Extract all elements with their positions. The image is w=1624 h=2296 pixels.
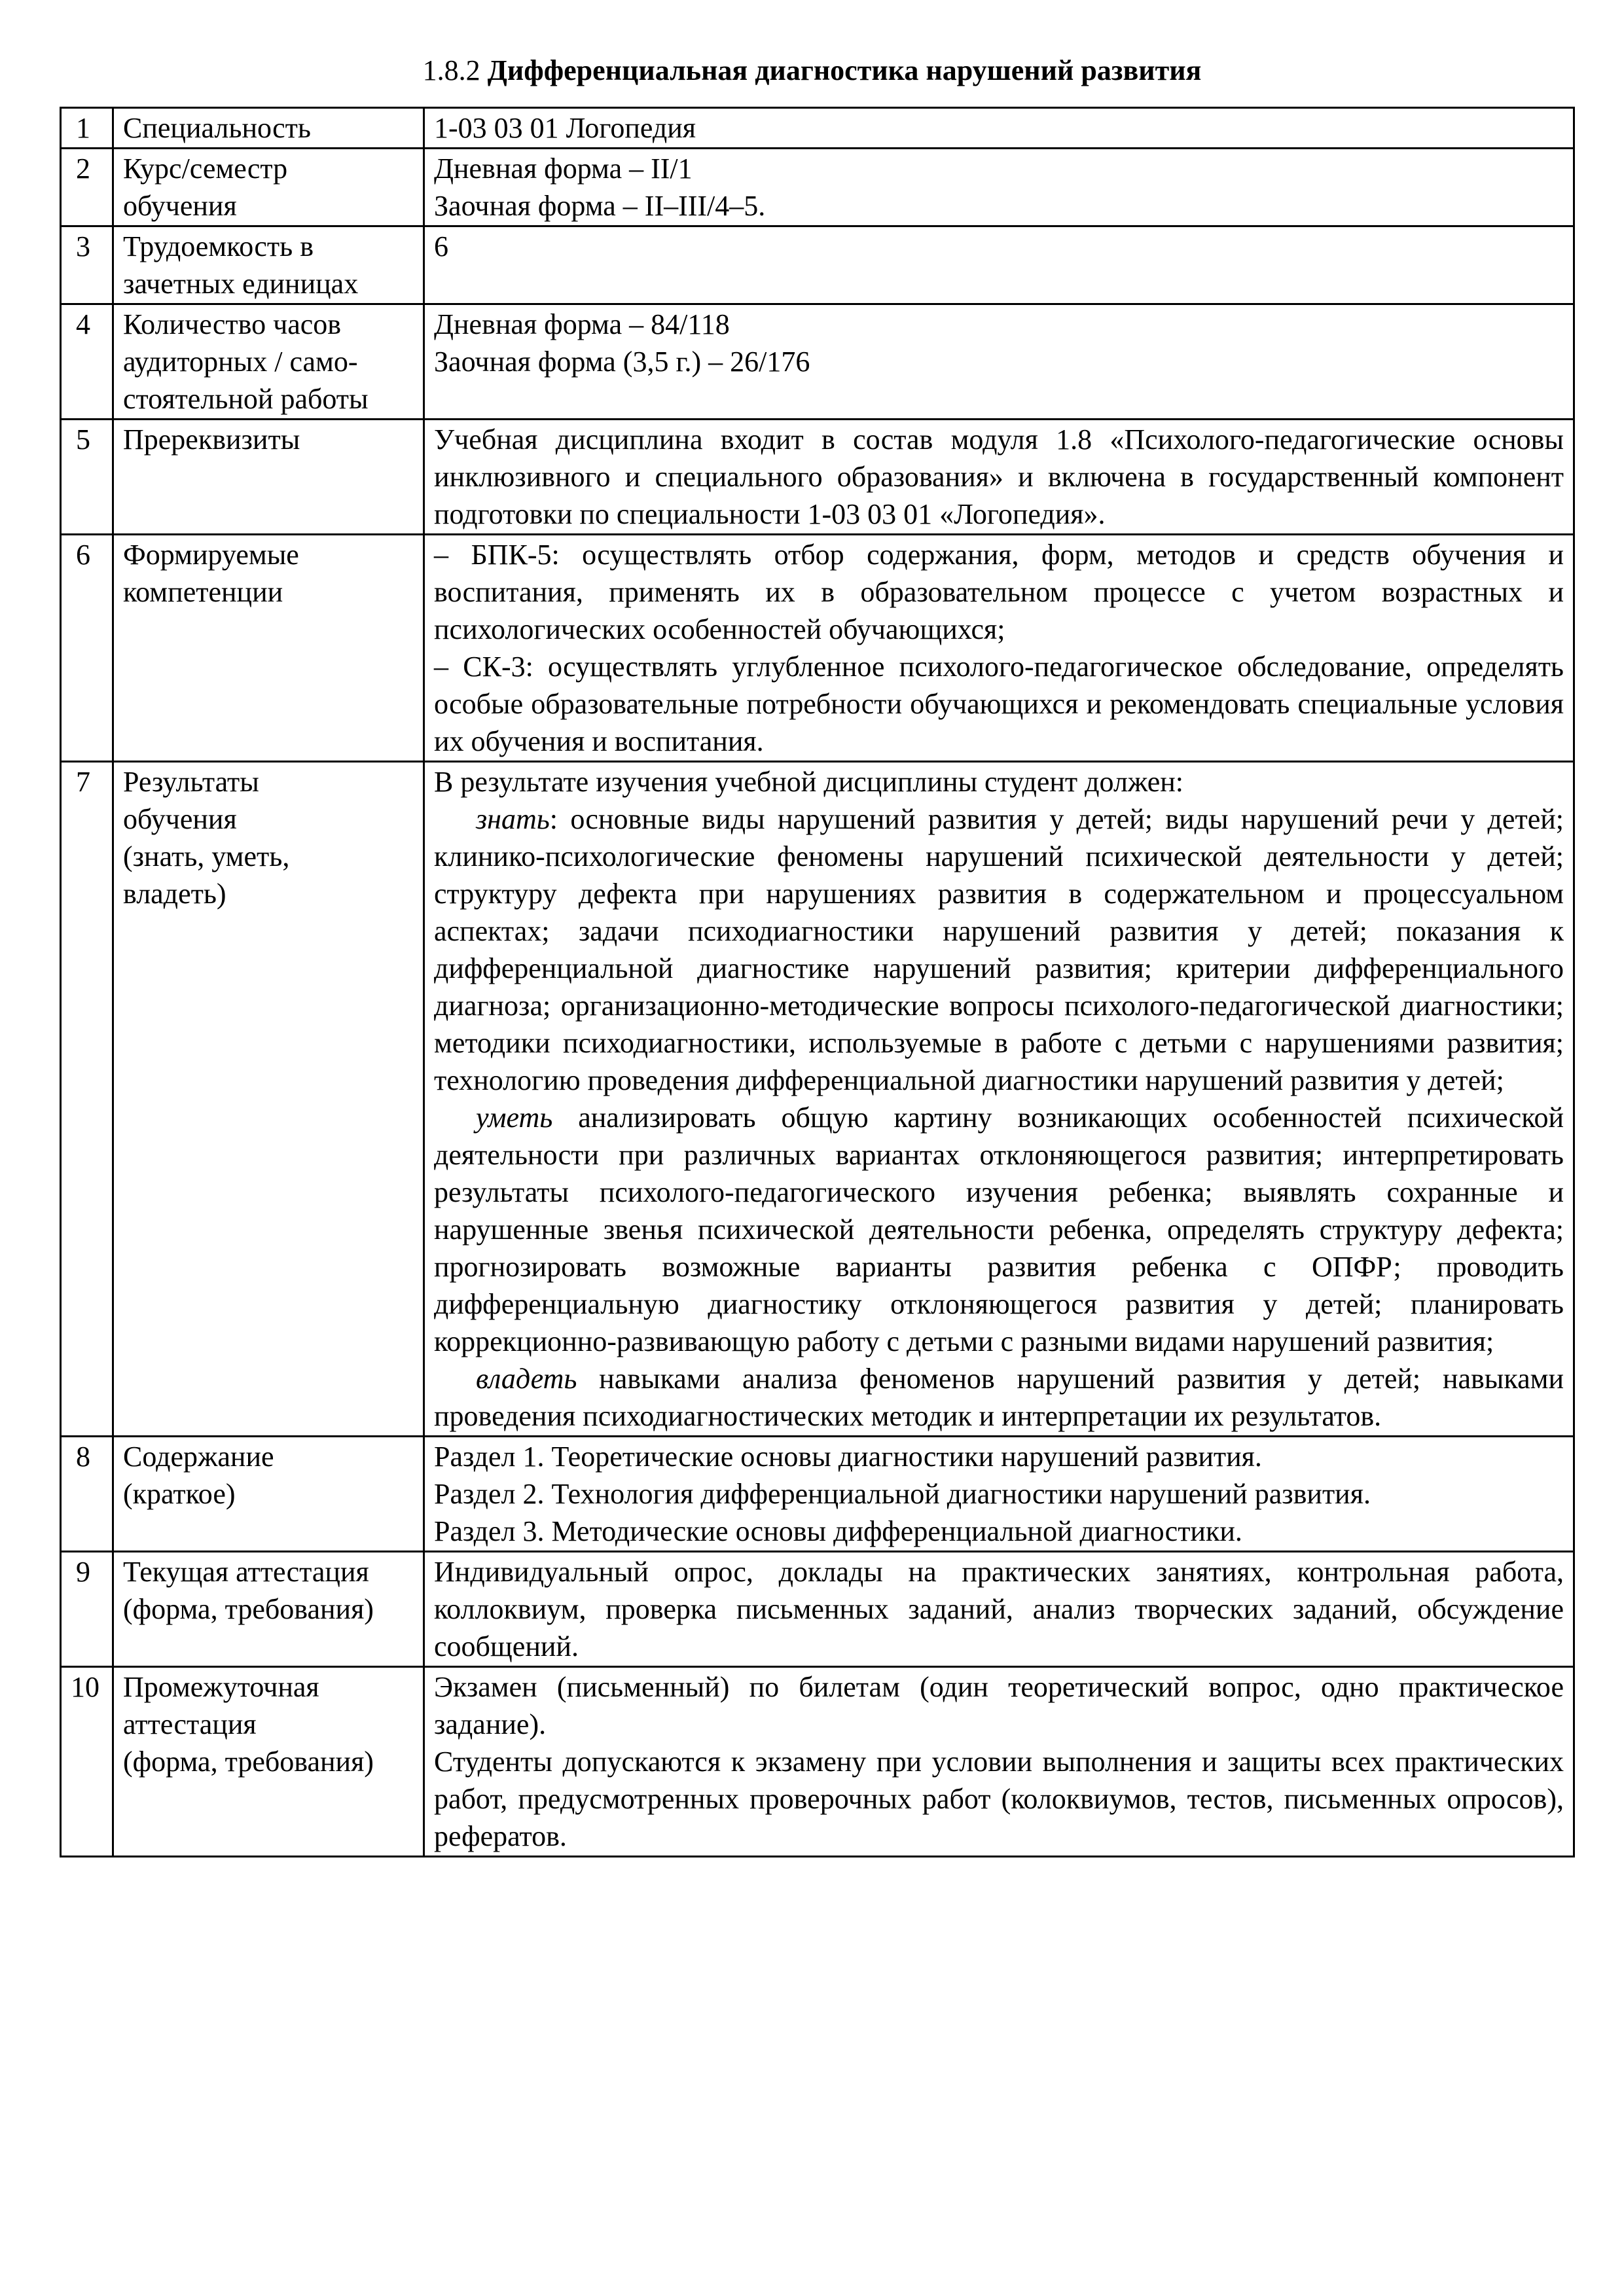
row-number: 3 — [61, 226, 113, 304]
row-value: 6 — [424, 226, 1574, 304]
row-number: 7 — [61, 762, 113, 1437]
course-description-table — [60, 107, 1575, 1857]
label-line: (знать, уметь, — [123, 840, 290, 872]
row-label — [113, 1552, 424, 1667]
row-value — [424, 304, 1574, 420]
row-value — [424, 762, 1574, 1437]
table-row — [61, 1437, 1574, 1552]
label-line: обучения — [123, 190, 237, 222]
competence-item: – СК-3: осуществлять углубленное психолого-педагогическое обследование, определять особые образовательные потребности обучающихся и рекомендовать специальные условия их обучения и воспитания. — [434, 651, 1564, 757]
row-label — [113, 149, 424, 226]
keyword-can: уметь — [476, 1102, 553, 1134]
row-label — [113, 1667, 424, 1857]
row-number: 8 — [61, 1437, 113, 1552]
label-line: Формируемые — [123, 539, 299, 571]
row-label: Специальность — [113, 108, 424, 149]
table-row — [61, 226, 1574, 304]
table-row — [61, 420, 1574, 535]
table-row — [61, 149, 1574, 226]
know-text: : основные виды нарушений развития у детей; виды нарушений речи у детей; клинико-психологические феномены нарушений психической деятельности у детей; структуру дефекта при нарушениях развития в содержательном и процессуальном аспектах; задачи психодиагностики нарушений развития у детей; показания к дифференциальной диагностике нарушений развития; критерии дифференциального диагноза; организационно-методические вопросы психолого-педагогической диагностики; методики психодиагностики, используемые в работе с детьми с нарушениями развития; технологию проведения дифференциальной диагностики нарушений развития у детей; — [434, 803, 1564, 1096]
own-text: навыками анализа феноменов нарушений развития у детей; навыками проведения психодиагностических методик и интерпретации их результатов. — [434, 1363, 1564, 1432]
keyword-own: владеть — [476, 1363, 577, 1395]
label-line: Курс/семестр — [123, 152, 288, 185]
row-label — [113, 304, 424, 420]
section-title: Дифференциальная диагностика нарушений развития — [487, 54, 1202, 86]
label-line: (краткое) — [123, 1478, 236, 1510]
row-number: 5 — [61, 420, 113, 535]
label-line: Количество часов — [123, 308, 342, 340]
row-label — [113, 535, 424, 762]
table-row — [61, 535, 1574, 762]
exam-admission: Студенты допускаются к экзамену при условии выполнения и защиты всех практических работ, предусмотренных проверочных работ (колоквиумов, тестов, письменных опросов), рефератов. — [434, 1746, 1564, 1852]
content-section: Раздел 3. Методические основы дифференциальной диагностики. — [434, 1515, 1242, 1547]
section-heading — [0, 51, 1624, 90]
exam-description: Экзамен (письменный) по билетам (один теоретический вопрос, одно практическое задание). — [434, 1671, 1564, 1740]
label-line: владеть) — [123, 878, 226, 910]
content-section: Раздел 1. Теоретические основы диагностики нарушений развития. — [434, 1441, 1262, 1473]
row-number: 9 — [61, 1552, 113, 1667]
table-row — [61, 108, 1574, 149]
row-label: Пререквизиты — [113, 420, 424, 535]
competence-item: – БПК-5: осуществлять отбор содержания, форм, методов и средств обучения и воспитания, применять их в образовательном процессе с учетом возрастных и психологических особенностей обучающихся; — [434, 539, 1564, 645]
outcome-own — [434, 1360, 1564, 1435]
keyword-know: знать — [476, 803, 550, 835]
row-number: 2 — [61, 149, 113, 226]
outcome-can — [434, 1099, 1564, 1360]
row-number: 4 — [61, 304, 113, 420]
row-number: 6 — [61, 535, 113, 762]
label-line: компетенции — [123, 576, 283, 608]
content-section: Раздел 2. Технология дифференциальной диагностики нарушений развития. — [434, 1478, 1371, 1510]
label-line: Содержание — [123, 1441, 274, 1473]
label-line: (форма, требования) — [123, 1746, 374, 1778]
row-value: Индивидуальный опрос, доклады на практических занятиях, контрольная работа, коллоквиум, проверка письменных заданий, анализ творческих заданий, обсуждение сообщений. — [424, 1552, 1574, 1667]
label-line: обучения — [123, 803, 237, 835]
row-value: Учебная дисциплина входит в состав модуля 1.8 «Психолого-педагогические основы инклюзивного и специального образования» и включена в государственный компонент подготовки по специальности 1-03 03 01 «Логопедия». — [424, 420, 1574, 535]
row-value — [424, 1437, 1574, 1552]
table-row — [61, 762, 1574, 1437]
label-line: аудиторных / само- — [123, 346, 358, 378]
row-value — [424, 1667, 1574, 1857]
label-line: Промежуточная — [123, 1671, 319, 1703]
label-line: зачетных единицах — [123, 268, 359, 300]
row-label — [113, 226, 424, 304]
value-line: Заочная форма – II–III/4–5. — [434, 190, 766, 222]
value-line: Заочная форма (3,5 г.) – 26/176 — [434, 346, 810, 378]
value-line: Дневная форма – 84/118 — [434, 308, 730, 340]
row-label — [113, 762, 424, 1437]
section-number: 1.8.2 — [422, 54, 480, 86]
row-number: 10 — [61, 1667, 113, 1857]
table-row — [61, 1667, 1574, 1857]
outcomes-intro: В результате изучения учебной дисциплины студент должен: — [434, 766, 1184, 798]
row-number: 1 — [61, 108, 113, 149]
table-row — [61, 1552, 1574, 1667]
outcome-know — [434, 800, 1564, 1099]
table-row — [61, 304, 1574, 420]
row-value — [424, 535, 1574, 762]
label-line: Текущая аттестация — [123, 1556, 369, 1588]
label-line: Трудоемкость в — [123, 230, 314, 262]
can-text: анализировать общую картину возникающих особенностей психической деятельности при различных вариантах отклоняющегося развития; интерпретировать результаты психолого-педагогического изучения ребенка; выявлять сохранные и нарушенные звенья психической деятельности ребенка, определять структуру дефекта; прогнозировать возможные варианты развития ребенка с ОПФР; проводить дифференциальную диагностику отклоняющегося развития у детей; планировать коррекционно-развивающую работу с детьми с разными видами нарушений развития; — [434, 1102, 1564, 1357]
row-value: 1-03 03 01 Логопедия — [424, 108, 1574, 149]
row-label — [113, 1437, 424, 1552]
value-line: Дневная форма – II/1 — [434, 152, 693, 185]
label-line: Результаты — [123, 766, 259, 798]
label-line: аттестация — [123, 1708, 257, 1740]
label-line: стоятельной работы — [123, 383, 369, 415]
label-line: (форма, требования) — [123, 1593, 374, 1625]
row-value — [424, 149, 1574, 226]
